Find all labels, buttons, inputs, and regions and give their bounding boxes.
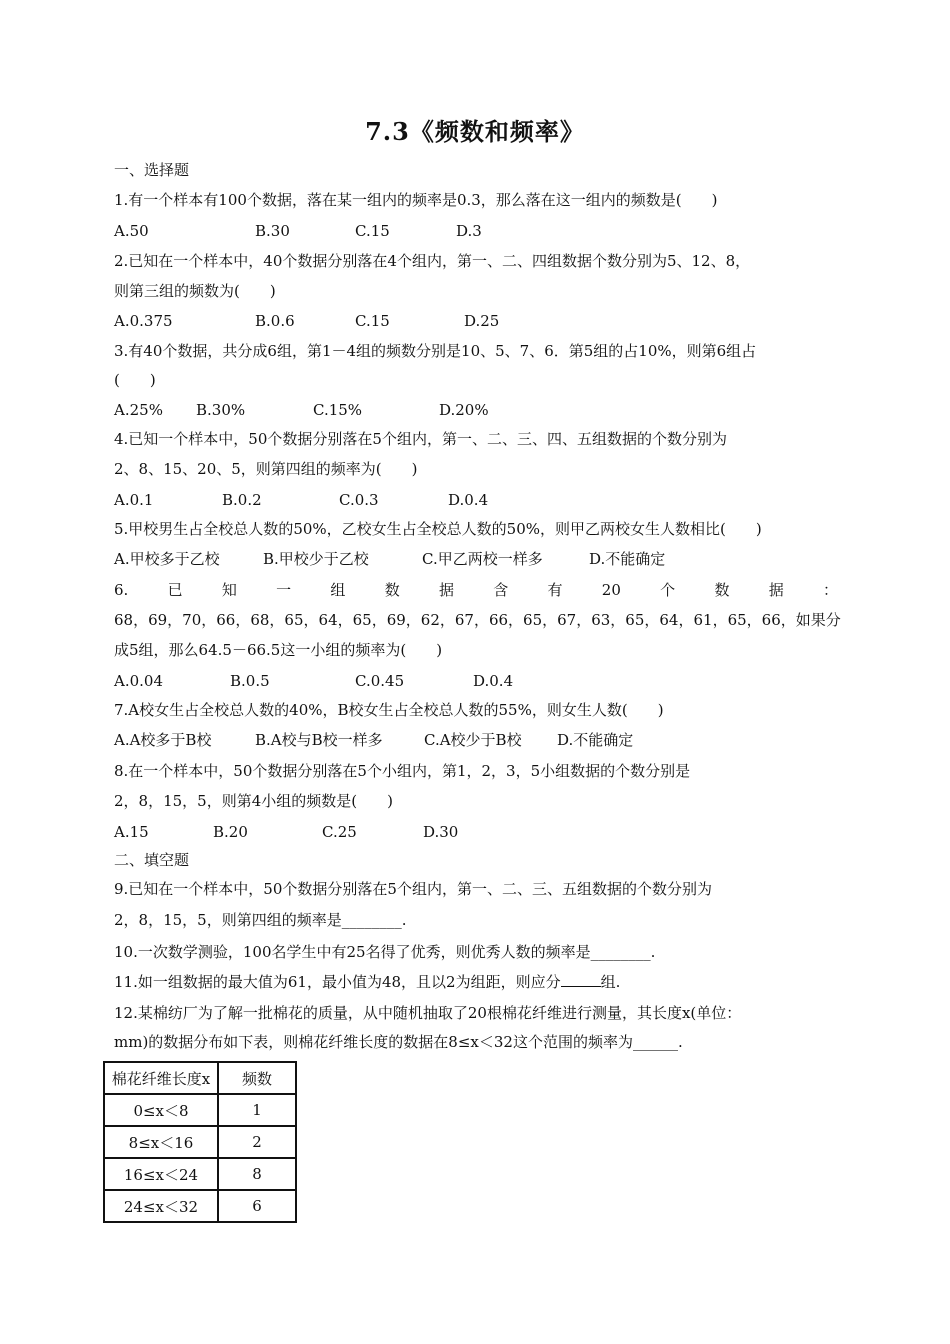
option-a: A.0.1	[114, 491, 154, 509]
table-cell-count: 1	[218, 1094, 296, 1126]
option-a: A.0.375	[114, 312, 173, 330]
page-title: 7.3《频数和频率》	[365, 117, 585, 146]
option-b: B.20	[213, 823, 248, 841]
option-b: B.0.5	[230, 672, 270, 690]
question-11	[114, 972, 838, 992]
table-row	[104, 1094, 296, 1126]
section-heading-fill-in: 二、填空题	[114, 851, 190, 869]
question-12-line-2: mm)的数据分布如下表，则棉花纤维长度的数据在8≤x＜32这个范围的频率为______.	[114, 1033, 683, 1051]
option-c: C.0.3	[339, 491, 379, 509]
question-11-suffix: 组.	[600, 973, 621, 991]
option-d: D.不能确定	[589, 550, 666, 568]
table-row	[104, 1158, 296, 1190]
option-c: C.25	[322, 823, 357, 841]
question-10: 10.一次数学测验，100名学生中有25名得了优秀，则优秀人数的频率是________.	[114, 943, 656, 961]
option-c: C.0.45	[355, 672, 405, 690]
table-cell-range: 8≤x＜16	[104, 1126, 218, 1158]
option-a: A.甲校多于乙校	[114, 550, 220, 568]
question-6-line-3: 成5组，那么64.5－66.5这一小组的频率为( )	[114, 641, 443, 659]
option-d: D.不能确定	[557, 731, 634, 749]
question-4-line-2: 2、8、15、20、5，则第四组的频率为( )	[114, 460, 418, 478]
option-b: B.0.2	[222, 491, 262, 509]
section-heading-choice: 一、选择题	[114, 161, 190, 179]
option-a: A.15	[114, 823, 149, 841]
table-header-frequency: 频数	[218, 1062, 296, 1094]
option-b: B.甲校少于乙校	[263, 550, 369, 568]
option-b: B.30	[255, 222, 290, 240]
option-b: B.A校与B校一样多	[255, 731, 383, 749]
question-8-line-2: 2，8，15，5，则第4小组的频数是( )	[114, 792, 393, 810]
question-6-line-1: 6. 已 知 一 组 数 据 含 有 20 个 数 据 ：	[114, 581, 838, 599]
table-row	[104, 1190, 296, 1222]
table-header-length: 棉花纤维长度x	[104, 1062, 218, 1094]
table-row	[104, 1126, 296, 1158]
option-b: B.30%	[196, 401, 246, 419]
frequency-table	[103, 1061, 297, 1223]
table-header-row	[104, 1062, 296, 1094]
question-6-line-2: 68，69，70，66，68，65，64，65，69，62，67，66，65，67，63，65，64，61，65，66，如果分	[114, 611, 841, 629]
question-3-line-2: ( )	[114, 371, 156, 389]
question-11-text: 11.如一组数据的最大值为61，最小值为48，且以2为组距，则应分	[114, 973, 561, 991]
option-d: D.0.4	[448, 491, 489, 509]
table-cell-range: 24≤x＜32	[104, 1190, 218, 1222]
option-c: C.15	[355, 222, 390, 240]
question-1: 1.有一个样本有100个数据，落在某一组内的频率是0.3，那么落在这一组内的频数是( )	[114, 191, 718, 209]
answer-blank	[561, 972, 601, 987]
question-7: 7.A校女生占全校总人数的40%，B校女生占全校总人数的55%，则女生人数( )	[114, 701, 664, 719]
question-3-line-1: 3.有40个数据，共分成6组，第1－4组的频数分别是10、5、7、6．第5组的占10%，则第6组占	[114, 342, 757, 360]
question-8-line-1: 8.在一个样本中，50个数据分别落在5个小组内，第1，2，3，5小组数据的个数分别是	[114, 762, 691, 780]
table-cell-count: 8	[218, 1158, 296, 1190]
option-c: C.15%	[313, 401, 363, 419]
question-2-line-2: 则第三组的频数为( )	[114, 282, 276, 300]
option-c: C.甲乙两校一样多	[422, 550, 543, 568]
question-9-line-2: 2，8，15，5，则第四组的频率是________.	[114, 911, 407, 929]
question-2-line-1: 2.已知在一个样本中，40个数据分别落在4个组内，第一、二、四组数据个数分别为5、12、8，	[114, 252, 751, 270]
option-d: D.20%	[439, 401, 489, 419]
question-12-line-1: 12.某棉纺厂为了解一批棉花的质量，从中随机抽取了20根棉花纤维进行测量，其长度x(单位：	[114, 1004, 742, 1022]
option-d: D.25	[464, 312, 500, 330]
option-b: B.0.6	[255, 312, 295, 330]
table-cell-count: 6	[218, 1190, 296, 1222]
table-cell-range: 0≤x＜8	[104, 1094, 218, 1126]
table-cell-range: 16≤x＜24	[104, 1158, 218, 1190]
option-a: A.25%	[114, 401, 163, 419]
option-a: A.0.04	[114, 672, 163, 690]
option-d: D.0.4	[473, 672, 514, 690]
question-5: 5.甲校男生占全校总人数的50%，乙校女生占全校总人数的50%，则甲乙两校女生人数相比( )	[114, 520, 762, 538]
option-a: A.50	[114, 222, 149, 240]
option-c: C.A校少于B校	[424, 731, 522, 749]
option-a: A.A校多于B校	[114, 731, 212, 749]
question-9-line-1: 9.已知在一个样本中，50个数据分别落在5个组内，第一、二、三、五组数据的个数分别为	[114, 880, 712, 898]
option-d: D.30	[423, 823, 459, 841]
option-c: C.15	[355, 312, 390, 330]
table-cell-count: 2	[218, 1126, 296, 1158]
question-4-line-1: 4.已知一个样本中，50个数据分别落在5个组内，第一、二、三、四、五组数据的个数分别为	[114, 430, 727, 448]
option-d: D.3	[456, 222, 482, 240]
